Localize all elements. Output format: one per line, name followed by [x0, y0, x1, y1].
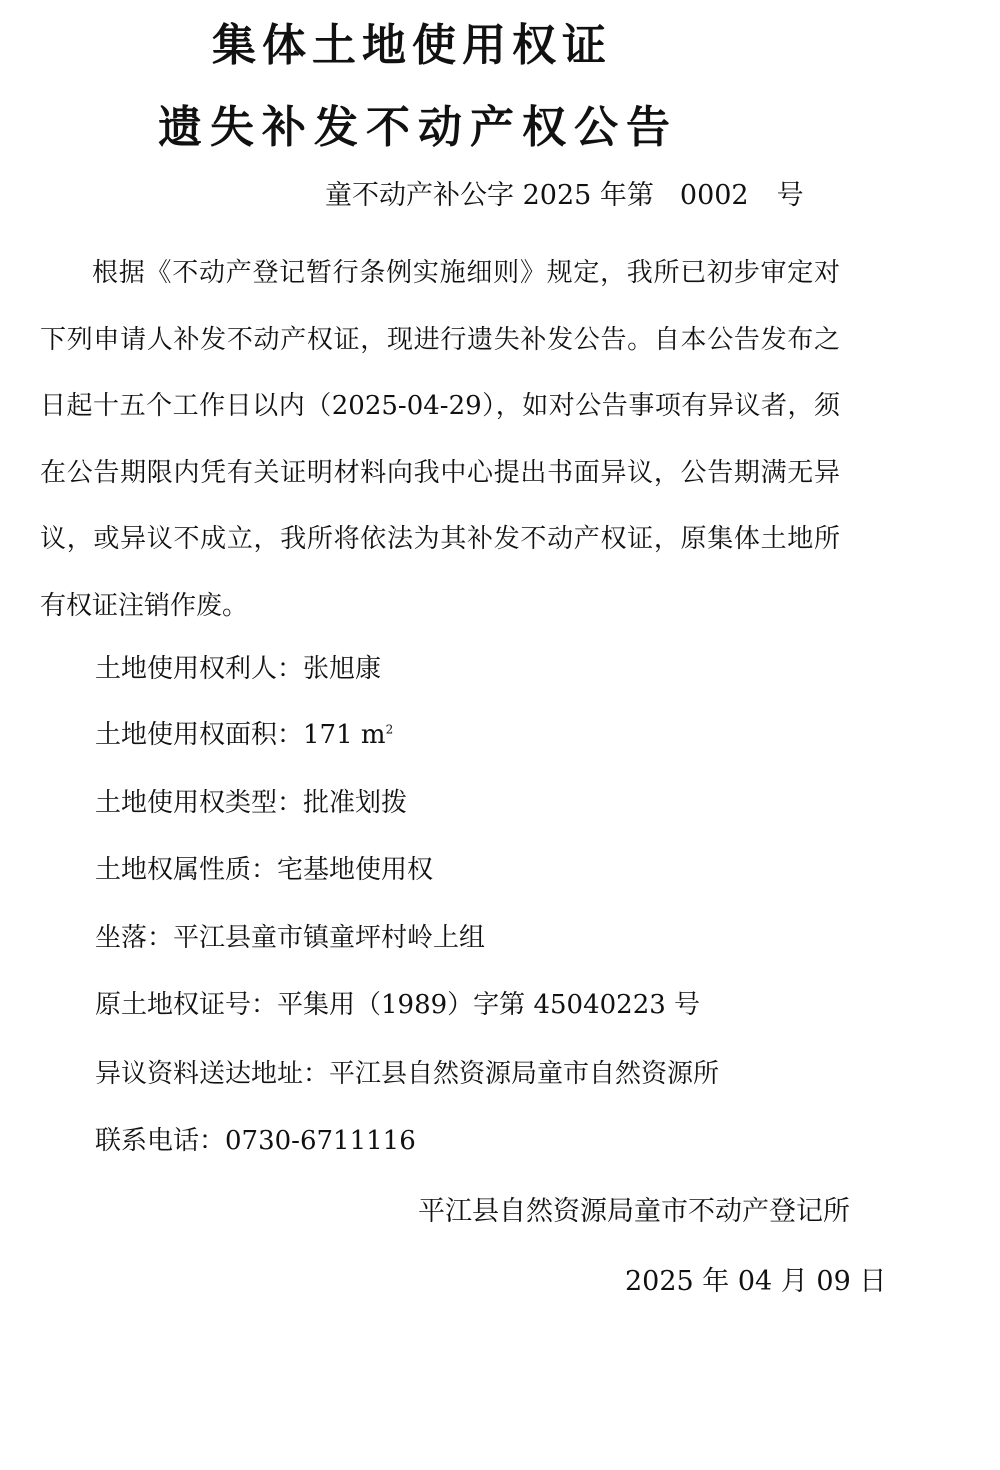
field-holder-value: 张旭康 — [303, 654, 382, 684]
issuer-name: 平江县自然资源局童市不动产登记所 — [418, 1196, 850, 1227]
field-type-label: 土地使用权类型： — [95, 788, 304, 818]
area-unit-text: m — [360, 720, 386, 750]
field-nature — [95, 857, 433, 883]
document-number-value: 0002 — [679, 180, 749, 211]
field-old-cert — [95, 992, 700, 1018]
field-old-cert-value: 平集用（1989）字第 45040223 号 — [277, 990, 701, 1020]
field-phone-value: 0730-6711116 — [225, 1126, 416, 1156]
field-area-value: 171 — [303, 720, 353, 750]
area-unit-superscript: 2 — [385, 722, 394, 737]
document-title-line2: 遗失补发不动产权公告 — [158, 102, 678, 153]
document-title-line1: 集体土地使用权证 — [212, 20, 612, 71]
document-number-prefix: 童不动产补公字 2025 年第 — [325, 180, 654, 211]
document-number — [325, 182, 804, 209]
field-holder — [95, 656, 381, 682]
field-area-label: 土地使用权面积： — [95, 720, 304, 750]
field-type — [95, 790, 407, 816]
field-nature-value: 宅基地使用权 — [277, 855, 434, 885]
field-phone — [95, 1128, 416, 1154]
issue-date: 2025 年 04 月 09 日 — [625, 1266, 887, 1297]
field-area — [95, 722, 393, 748]
field-old-cert-label: 原土地权证号： — [95, 990, 278, 1020]
field-phone-label: 联系电话： — [95, 1126, 226, 1156]
field-address — [95, 1061, 719, 1087]
announcement-body: 根据《不动产登记暂行条例实施细则》规定，我所已初步审定对下列申请人补发不动产权证，现进行遗失补发公告。自本公告发布之日起十五个工作日以内（2025-04-29），如对公告事项有异议者，须在公告期限内凭有关证明材料向我中心提出书面异议，公告期满无异议，或异议不成立，我所将依法为其补发不动产权证，原集体土地所有权证注销作废。 — [40, 258, 840, 621]
field-type-value: 批准划拨 — [303, 788, 408, 818]
field-address-value: 平江县自然资源局童市自然资源所 — [329, 1059, 720, 1089]
field-address-label: 异议资料送达地址： — [95, 1059, 330, 1089]
field-nature-label: 土地权属性质： — [95, 855, 278, 885]
field-location-label: 坐落： — [95, 923, 174, 953]
field-location-value: 平江县童市镇童坪村岭上组 — [173, 923, 486, 953]
document-number-suffix: 号 — [776, 180, 804, 211]
field-holder-label: 土地使用权利人： — [95, 654, 304, 684]
field-location — [95, 925, 485, 951]
field-area-unit — [361, 720, 393, 750]
